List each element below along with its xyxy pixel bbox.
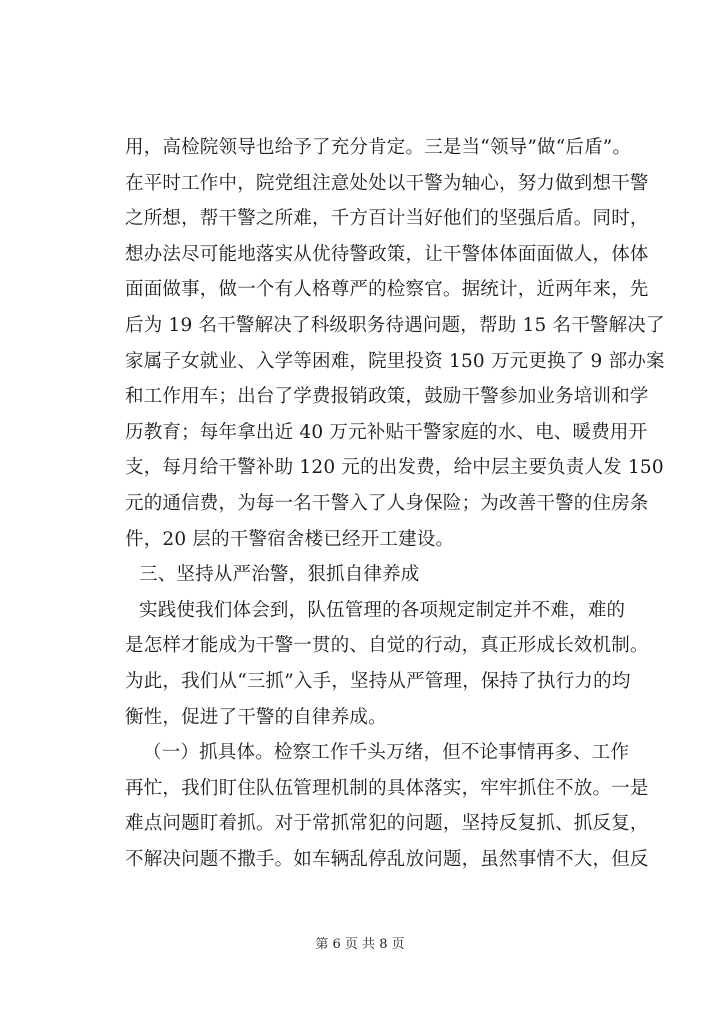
text-line: 衡性，促进了干警的自律养成。	[125, 706, 387, 728]
text-line: 面面做事，做一个有人格尊严的检察官。据统计，近两年来，先	[125, 279, 649, 301]
text-line: 支，每月给干警补助 120 元的出发费，给中层主要负责人发 150	[125, 457, 664, 479]
text-line: 后为 19 名干警解决了科级职务待遇问题，帮助 15 名干警解决了	[125, 314, 665, 336]
text-line: 为此，我们从“三抓”入手，坚持从严管理，保持了执行力的均	[125, 670, 631, 692]
text-line: 难点问题盯着抓。对于常抓常犯的问题，坚持反复抓、抓反复，	[125, 813, 649, 835]
subsection-line: （一）抓具体。检察工作千头万绪，但不论事情再多、工作	[143, 742, 630, 764]
text-line: 在平时工作中，院党组注意处处以干警为轴心，努力做到想干警	[125, 172, 649, 194]
text-line: 是怎样才能成为干警一贯的、自觉的行动，真正形成长效机制。	[125, 635, 649, 657]
body-text	[125, 130, 665, 877]
text-line: 和工作用车；出台了学费报销政策，鼓励干警参加业务培训和学	[125, 386, 649, 408]
text-line: 实践使我们体会到，队伍管理的各项规定制定并不难，难的	[139, 599, 626, 621]
text-line: 再忙，我们盯住队伍管理机制的具体落实，牢牢抓住不放。一是	[125, 777, 649, 799]
page-footer	[0, 933, 720, 952]
text-line: 之所想，帮干警之所难，千方百计当好他们的坚强后盾。同时，	[125, 208, 649, 230]
text-line: 件，20 层的干警宿舍楼已经开工建设。	[125, 528, 455, 550]
page-number: 第 6 页 共 8 页	[315, 937, 405, 952]
text-line: 用，高检院领导也给予了充分肯定。三是当“领导”做“后盾”。	[125, 137, 632, 158]
text-line: 不解决问题不撒手。如车辆乱停乱放问题，虽然事情不大，但反	[125, 848, 649, 870]
text-line: 家属子女就业、入学等困难，院里投资 150 万元更换了 9 部办案	[125, 350, 665, 372]
section-heading: 三、坚持从严治警，狠抓自律养成	[139, 564, 420, 586]
text-line: 历教育；每年拿出近 40 万元补贴干警家庭的水、电、暖费用开	[125, 421, 648, 443]
text-line: 想办法尽可能地落实从优待警政策，让干警体体面面做人，体体	[125, 243, 649, 265]
text-line: 元的通信费，为每一名干警入了人身保险；为改善干警的住房条	[125, 492, 649, 514]
